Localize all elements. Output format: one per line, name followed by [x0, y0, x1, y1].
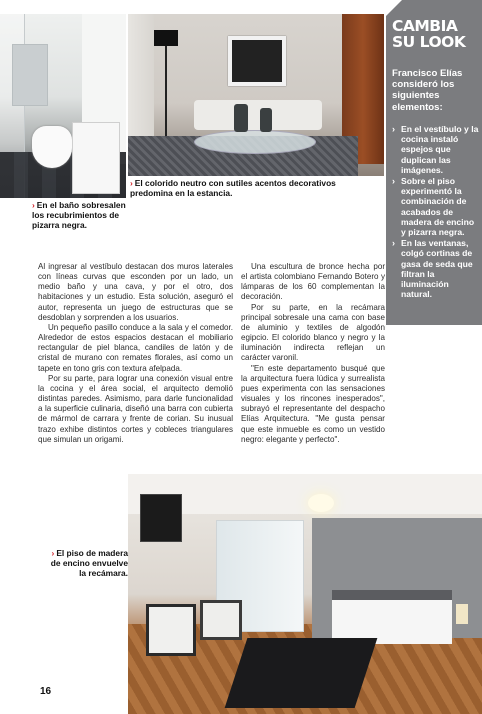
- living-caption-text: El colorido neutro con sutiles acentos decorativos predomina en la estancia.: [130, 178, 336, 198]
- sidebar-list-item: [392, 176, 480, 237]
- article-column-2: [241, 262, 385, 445]
- page-number: 16: [40, 686, 52, 697]
- glass-coffee-table: [194, 130, 316, 154]
- floor-lamp-shade: [154, 30, 178, 46]
- bullet-icon: ›: [392, 124, 395, 134]
- black-rug: [225, 638, 378, 708]
- sidebar-item-text: En el vestíbulo y la cocina instaló espejos que duplican las imágenes.: [401, 124, 479, 175]
- sidebar-item-text: Sobre el piso experimentó la combinación de acabados de madera de encino y pizarra negra.: [401, 176, 475, 238]
- bedside-lamp: [456, 604, 468, 624]
- toilet: [32, 126, 72, 168]
- sidebar-list-item: [392, 238, 480, 299]
- article-paragraph: "En este departamento busqué que la arquitectura fuera lúdica y surrealista pues experimenta con las sensaciones visuales y los rincones inesperados", subrayó el representante del despacho Elías Arquitectura. "Me gusta pensar que este inmueble es como un vestido negro: elegante y perfecto".: [241, 363, 385, 444]
- article-column-1: [38, 262, 233, 445]
- vanity-cabinet: [72, 122, 120, 194]
- article-paragraph: Un pequeño pasillo conduce a la sala y el comedor. Alrededor de estos espacios destacan el mobiliario rectangular de piel blanca, candiles de latón y de cristal de murano con remates florales, así como un tapete en tono gris con textura afelpada.: [38, 322, 233, 373]
- sidebar-list-item: [392, 124, 480, 175]
- vase: [234, 104, 248, 132]
- ceiling-light: [308, 494, 334, 512]
- armchair: [200, 600, 242, 640]
- curtain: [128, 14, 154, 144]
- folded-corner: [386, 0, 402, 16]
- article-paragraph: Por su parte, en la recámara principal sobresale una cama con base de aluminio y textiles de algodón egipcio. El colorido blanco y negro y la iluminación indirecta reflejan un carácter varonil.: [241, 302, 385, 363]
- armchair: [146, 604, 196, 656]
- bathroom-photo: [0, 14, 126, 198]
- caption-arrow-icon: ›: [32, 200, 35, 210]
- bathroom-caption-text: En el baño sobresalen los recubrimientos de pizarra negra.: [32, 200, 126, 230]
- bed: [332, 590, 452, 644]
- article-paragraph: Una escultura de bronce hecha por el artista colombiano Fernando Botero y lámparas de los 60 complementan la decoración.: [241, 262, 385, 302]
- sidebar-item-text: En las ventanas, colgó cortinas de gasa de seda que filtran la iluminación natural.: [401, 238, 473, 300]
- television: [140, 494, 182, 542]
- sidebar-intro: Francisco Elías consideró los siguientes elementos:: [392, 68, 463, 113]
- article-paragraph: Al ingresar al vestíbulo destacan dos muros laterales con líneas curvas que esconden por un lado, un medio baño y una cava, y por el otro, dos habitaciones y un estudio. Esta solución, aseguró el autor, representa un juego de estructuras que se desdoblan y sorprenden a los usuarios.: [38, 262, 233, 322]
- wall-artwork: [228, 36, 286, 86]
- bedroom-photo: [128, 474, 482, 714]
- caption-arrow-icon: ›: [130, 178, 133, 188]
- bedroom-caption-text: El piso de madera de encino envuelve la recámara.: [50, 548, 128, 578]
- living-caption: [130, 178, 380, 198]
- mirror: [12, 44, 48, 106]
- bathroom-caption: [32, 200, 128, 230]
- bullet-icon: ›: [392, 238, 395, 249]
- floor-lamp-stand: [165, 46, 167, 144]
- white-sofa: [194, 100, 322, 130]
- bedroom-caption: [48, 548, 128, 578]
- sidebar-list: [392, 124, 480, 300]
- sidebar-title: CAMBIA SU LOOK: [392, 17, 466, 51]
- article-paragraph: Por su parte, para lograr una conexión visual entre la cocina y el área social, el arquitecto demolió distintas paredes. Asimismo, para darle funcionalidad a la superficie culinaria, diseñó una barra con cubierta de mármol de carrara y frente de corian. Su inusual trazo exhibe distintos cortes y cobleces triangulares que simulan un origami.: [38, 373, 233, 444]
- caption-arrow-icon: ›: [51, 548, 55, 558]
- living-room-photo: [128, 14, 384, 176]
- vase: [260, 108, 272, 132]
- bullet-icon: ›: [392, 176, 395, 187]
- sidebar-box: [386, 0, 482, 325]
